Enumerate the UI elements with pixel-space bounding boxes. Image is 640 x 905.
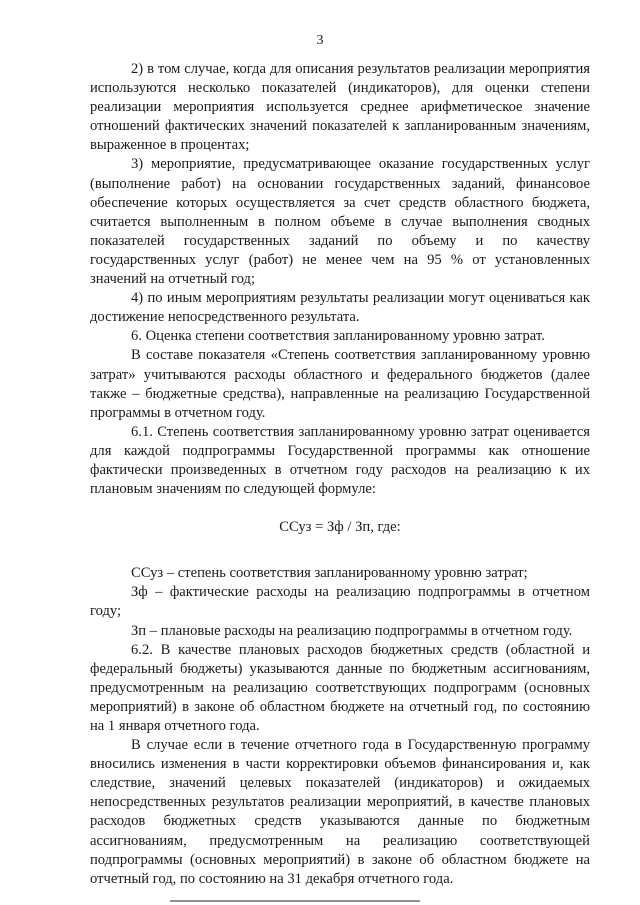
formula: ССуз = Зф / Зп, где:	[279, 519, 401, 536]
paragraph-6-1: 6.1. Степень соответствия запланированному уровню затрат оценивается для каждой подпрограммы Государственной программы как отношение фактически произведенных в отчетном году расходов на реализацию к их плановым значениям по следующей формуле:	[90, 423, 590, 498]
page-number: 3	[316, 33, 324, 48]
scan-edge-line	[170, 900, 420, 902]
definition-zf: Зф – фактические расходы на реализацию подпрограммы в отчетном году;	[90, 584, 590, 620]
paragraph-6-2: 6.2. В качестве плановых расходов бюджетных средств (областной и федеральный бюджеты) указываются данные по бюджетным ассигнованиям, предусмотренным на реализацию соответствующих подпрограмм (основных мероприятий) в законе об областном бюджете на отчетный год, по состоянию на 1 января отчетного года.	[90, 641, 590, 734]
paragraph-changes: В случае если в течение отчетного года в Государственную программу вносились изменения в части корректировки объемов финансирования и, как следствие, значений целевых показателей (индикаторов) и ожидаемых непосредственных результатов реализации мероприятий, в качестве плановых расходов бюджетных средств указываются данные по бюджетным ассигнованиям, предусмотренным на реализацию соответствующей подпрограммы (основных мероприятий) в законе об областном бюджете на отчетный год, по состоянию на 31 декабря отчетного года.	[90, 737, 590, 887]
definition-zp: Зп – плановые расходы на реализацию подпрограммы в отчетном году.	[131, 622, 573, 639]
document-body	[90, 60, 590, 889]
section-heading-6: 6. Оценка степени соответствия запланированному уровню затрат.	[131, 328, 545, 345]
paragraph-item-3: 3) мероприятие, предусматривающее оказание государственных услуг (выполнение работ) на основании государственных заданий, финансовое обеспечение которых осуществляется за счет средств областного бюджета, считается выполненным в полном объеме в случае выполнения сводных показателей государственных заданий по объему и по качеству государственных услуг (работ) не менее чем на 95 % от установленных значений на отчетный год;	[90, 156, 590, 288]
paragraph-budget-composition: В составе показателя «Степень соответствия запланированному уровню затрат» учитываются расходы областного и федерального бюджетов (далее также – бюджетные средства), направленные на реализацию Государственной программы в отчетном году.	[90, 347, 590, 421]
paragraph-item-4: 4) по иным мероприятиям результаты реализации могут оцениваться как достижение непосредственного результата.	[90, 290, 590, 326]
definition-sscuz: ССуз – степень соответствия запланированному уровню затрат;	[131, 565, 528, 582]
paragraph-item-2: 2) в том случае, когда для описания результатов реализации мероприятия используются несколько показателей (индикаторов), для оценки степени реализации мероприятия используется среднее арифметическое значение отношений фактических значений показателей к запланированным значениям, выраженное в процентах;	[90, 61, 590, 154]
